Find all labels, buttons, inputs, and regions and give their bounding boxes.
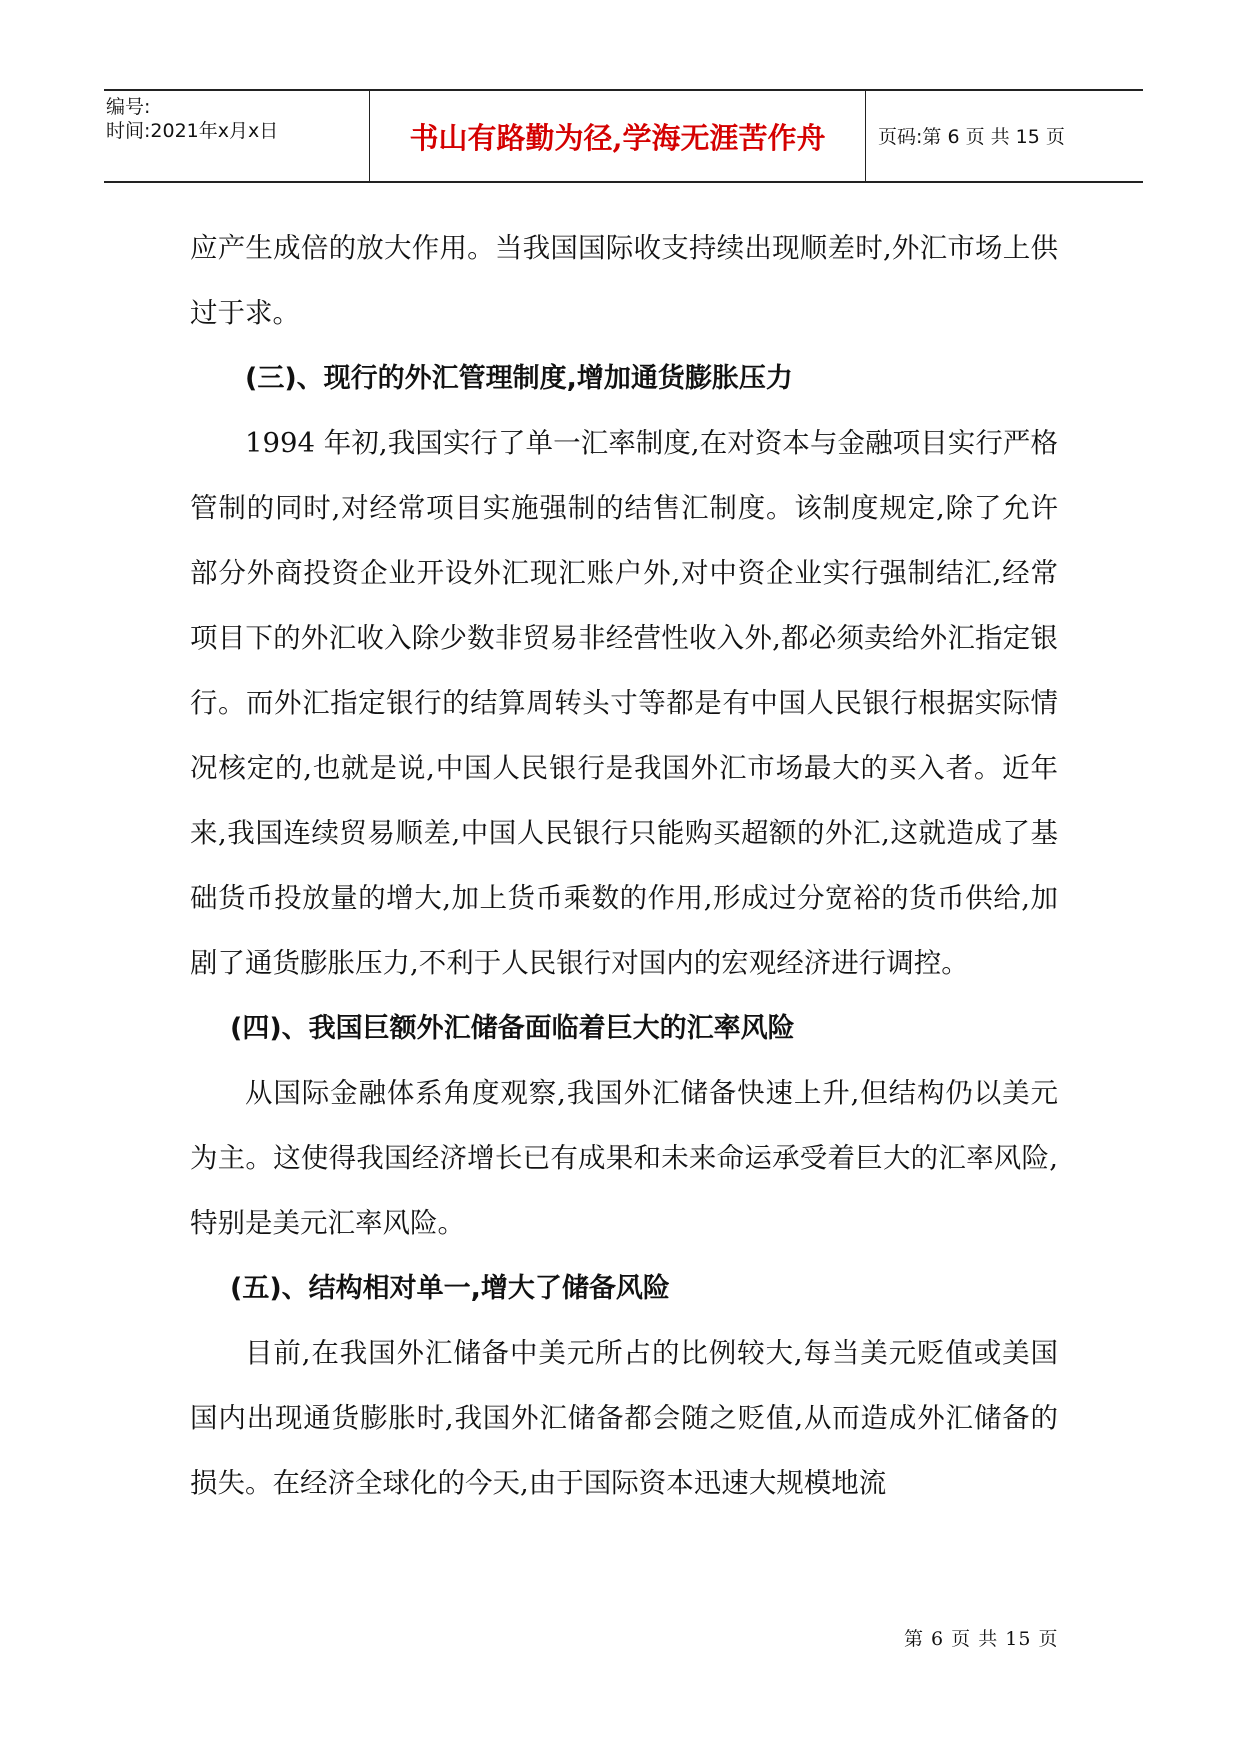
header-motto-cell: [370, 91, 866, 181]
section-heading-3: (三)、现行的外汇管理制度,增加通货膨胀压力: [245, 363, 793, 394]
paragraph-exchange-system: 1994 年初,我国实行了单一汇率制度,在对资本与金融项目实行严格管制的同时,对经常项目实施强制的结售汇制度。该制度规定,除了允许部分外商投资企业开设外汇现汇账户外,对中资企业实行强制结汇,经常项目下的外汇收入除少数非贸易非经营性收入外,都必须卖给外汇指定银行。而外汇指定银行的结算周转头寸等都是有中国人民银行根据实际情况核定的,也就是说,中国人民银行是我国外汇市场最大的买入者。近年来,我国连续贸易顺差,中国人民银行只能购买超额的外汇,这就造成了基础货币投放量的增大,加上货币乘数的作用,形成过分宽裕的货币供给,加剧了通货膨胀压力,不利于人民银行对国内的宏观经济进行调控。: [190, 427, 1058, 979]
header-info-cell: [104, 91, 370, 181]
document-header: [104, 89, 1143, 183]
section-heading-5: (五)、结构相对单一,增大了储备风险: [230, 1273, 670, 1304]
document-body: [190, 216, 1058, 1516]
header-motto: 书山有路勤为径,学海无涯苦作舟: [409, 121, 826, 155]
section-heading-4: (四)、我国巨额外汇储备面临着巨大的汇率风险: [230, 1013, 795, 1044]
document-number-label: 编号:: [106, 96, 151, 118]
paragraph-exchange-risk: 从国际金融体系角度观察,我国外汇储备快速上升,但结构仍以美元为主。这使得我国经济增长已有成果和未来命运承受着巨大的汇率风险,特别是美元汇率风险。: [190, 1077, 1058, 1239]
paragraph-continuation: 应产生成倍的放大作用。当我国国际收支持续出现顺差时,外汇市场上供过于求。: [190, 232, 1058, 329]
header-page-cell: [866, 91, 1143, 181]
paragraph-reserve-structure: 目前,在我国外汇储备中美元所占的比例较大,每当美元贬值或美国国内出现通货膨胀时,我国外汇储备都会随之贬值,从而造成外汇储备的损失。在经济全球化的今天,由于国际资本迅速大规模地流: [190, 1337, 1058, 1499]
header-page-code: 页码:第 6 页 共 15 页: [878, 126, 1065, 148]
page-footer: 第 6 页 共 15 页: [904, 1628, 1059, 1650]
document-time-label: 时间:2021年x月x日: [106, 120, 279, 142]
